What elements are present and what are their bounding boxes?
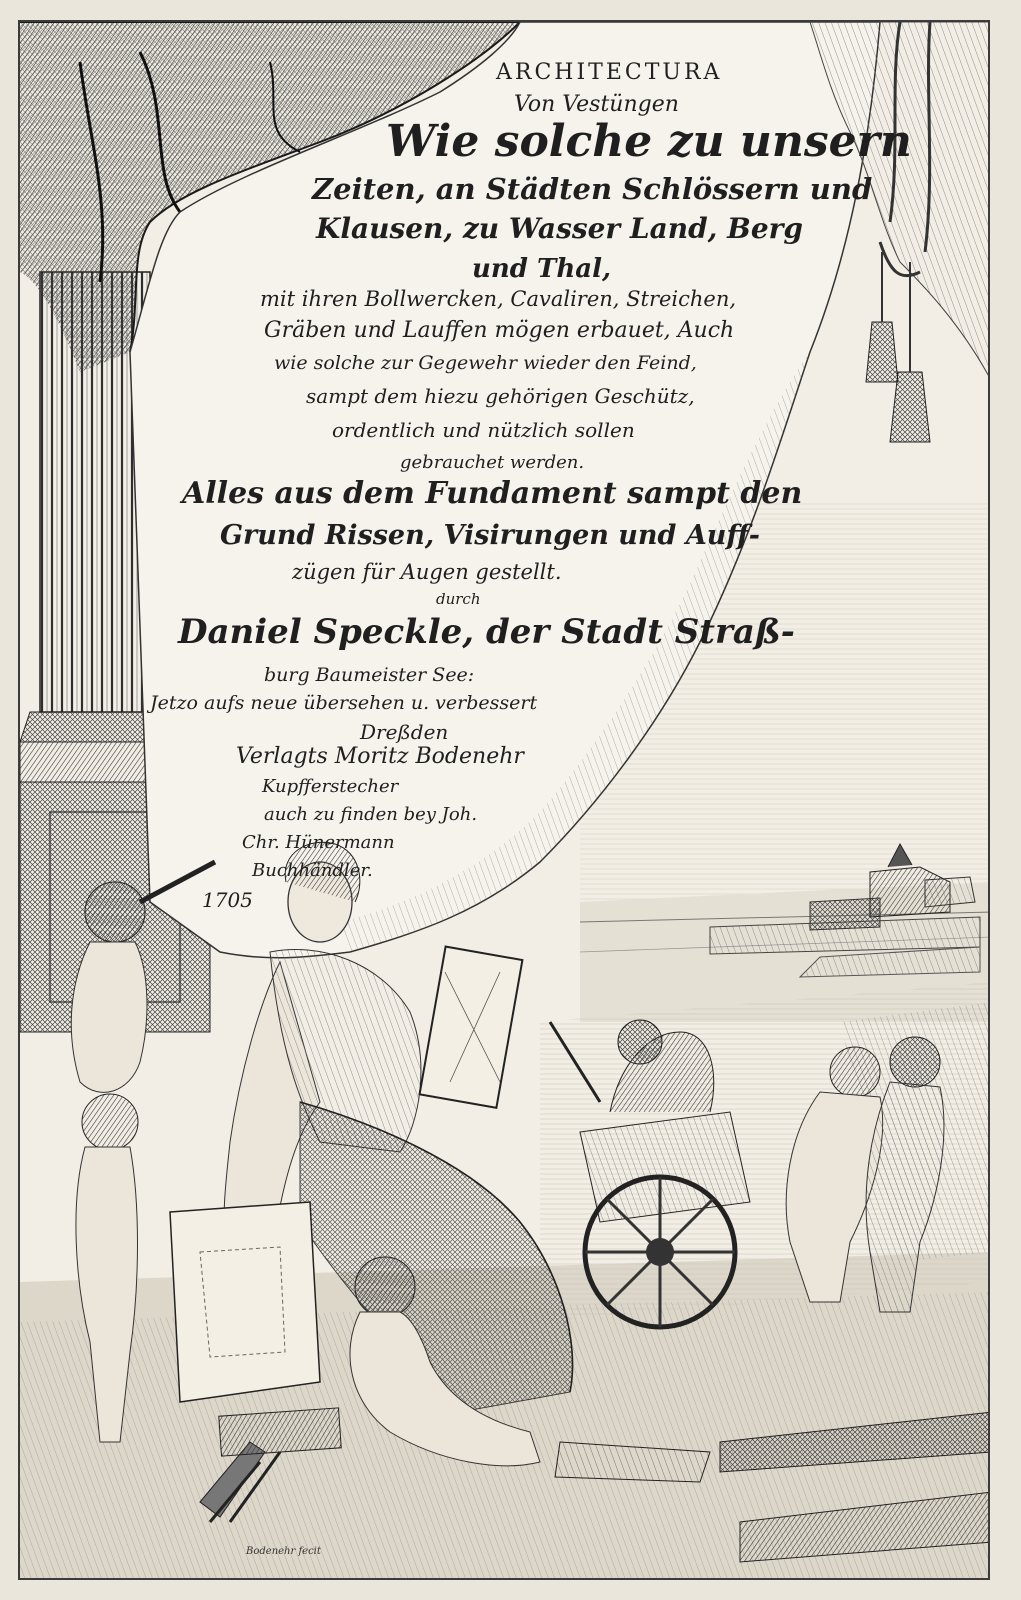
title-line-23: Buchhändler. xyxy=(252,860,373,881)
title-line-12: Grund Rissen, Visirungen und Auff- xyxy=(220,520,760,551)
plate-subtitle: Von Vestüngen xyxy=(514,92,679,117)
publication-year: 1705 xyxy=(202,888,253,912)
engraved-plate xyxy=(18,20,990,1580)
title-line-13: zügen für Augen gestellt. xyxy=(292,560,562,584)
title-line-17: Jetzo aufs neue übersehen u. verbessert xyxy=(150,692,538,714)
title-line-4: und Thal, xyxy=(472,254,612,284)
plate-title: ARCHITECTURA xyxy=(496,60,723,85)
title-line-8: sampt dem hiezu gehörigen Geschütz, xyxy=(306,384,695,408)
title-line-11: Alles aus dem Fundament sampt den xyxy=(182,476,803,511)
title-line-19: Verlagts Moritz Bodenehr xyxy=(236,744,524,769)
title-line-2: Zeiten, an Städten Schlössern und xyxy=(312,172,873,206)
title-line-18: Dreßden xyxy=(360,720,449,744)
engraver-signature: Bodenehr fecit xyxy=(246,1546,321,1557)
title-line-6: Gräben und Lauffen mögen erbauet, Auch xyxy=(264,318,735,343)
title-line-1: Wie solche zu unsern xyxy=(386,116,912,167)
title-line-22: Chr. Hünermann xyxy=(242,832,395,853)
title-line-14: durch xyxy=(436,590,481,608)
title-line-3: Klausen, zu Wasser Land, Berg xyxy=(316,212,803,245)
title-line-20: Kupfferstecher xyxy=(262,776,399,797)
title-line-7: wie solche zur Gegewehr wieder den Feind, xyxy=(274,352,697,374)
title-line-10: gebrauchet werden. xyxy=(400,452,585,473)
title-line-9: ordentlich und nützlich sollen xyxy=(332,418,635,442)
title-line-5: mit ihren Bollwercken, Cavaliren, Streichen, xyxy=(260,287,737,311)
author-line: Daniel Specklе, der Stadt Straß- xyxy=(178,612,795,652)
fortification-plan xyxy=(170,1202,320,1402)
title-line-21: auch zu finden bey Joh. xyxy=(264,804,478,825)
engraving-illustration xyxy=(20,22,990,1580)
title-line-16: burg Baumeister See: xyxy=(264,664,475,686)
